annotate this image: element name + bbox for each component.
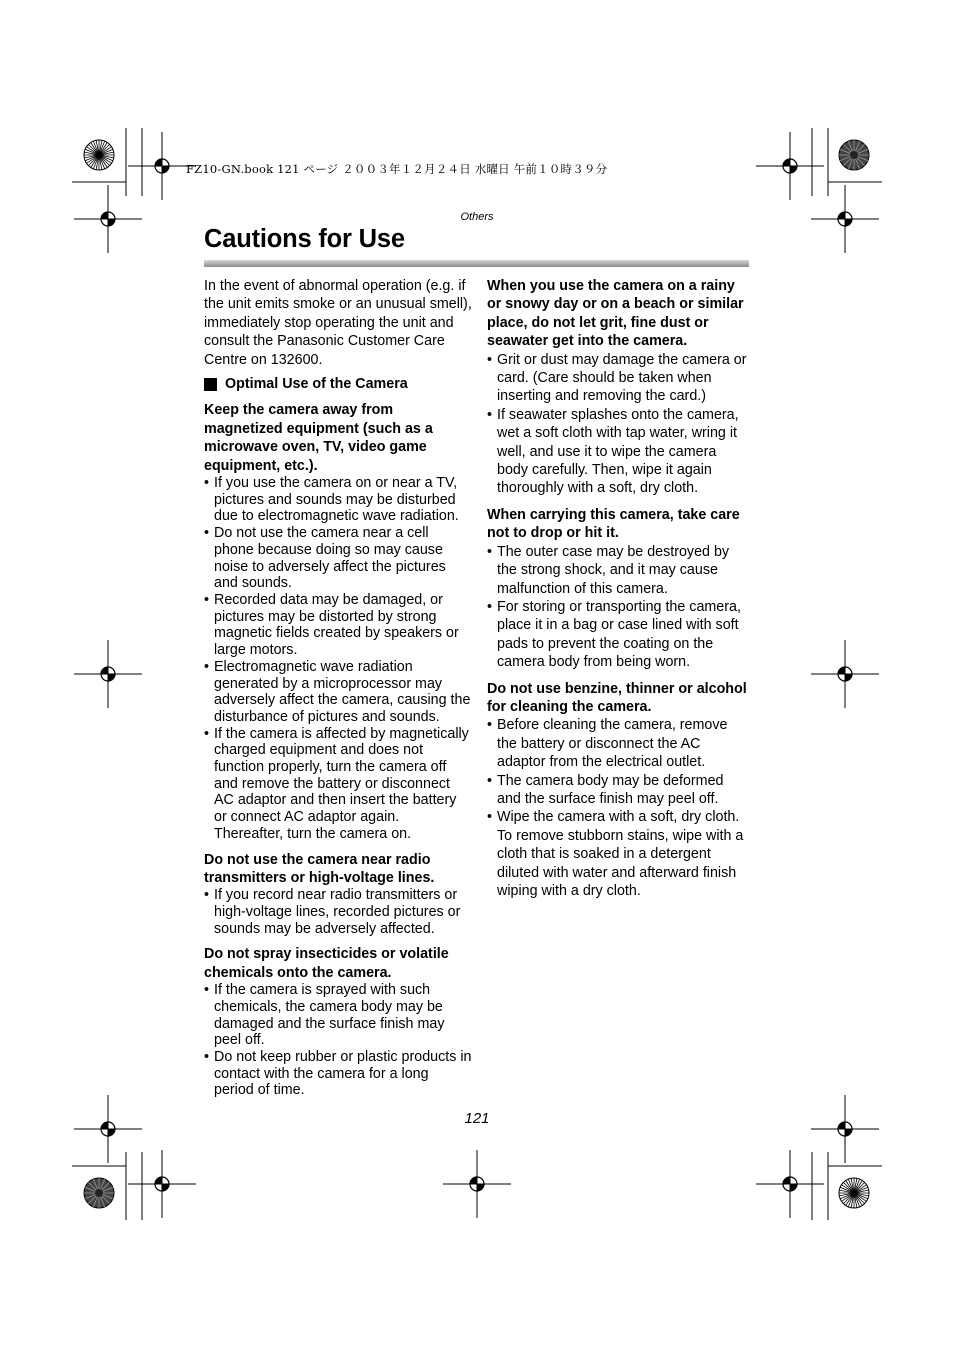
caution-item: • If you record near radio transmitters or high-voltage lines, recorded pictures or sounds may be adversely affected. — [204, 887, 472, 937]
caution-item: • Before cleaning the camera, remove the battery or disconnect the AC adaptor from the electrical outlet. — [487, 716, 749, 771]
print-header-line: FZ10-GN.book 121 ページ ２００３年１２月２４日 水曜日 午前１０時３９分 — [186, 162, 608, 176]
caution-heading: Do not use the camera near radio transmitters or high-voltage lines. — [204, 851, 435, 886]
left-column — [204, 277, 472, 1105]
left-sections — [204, 401, 472, 1099]
page-title: Cautions for Use — [204, 225, 405, 253]
title-rule — [204, 260, 749, 267]
caution-list — [204, 475, 472, 842]
caution-item: • Do not use the camera near a cell phone because doing so may cause noise to adversely affect the pictures and sounds. — [204, 525, 472, 592]
caution-heading: Keep the camera away from magnetized equipment (such as a microwave oven, TV, video game equipment, etc.). — [204, 402, 433, 474]
page-number: 121 — [464, 1110, 490, 1127]
caution-item: • Grit or dust may damage the camera or card. (Care should be taken when inserting and removing the card.) — [487, 351, 749, 406]
caution-heading: When you use the camera on a rainy or snowy day or on a beach or similar place, do not let grit, fine dust or seawater get into the camera. — [487, 278, 744, 350]
subheading-text: Optimal Use of the Camera — [225, 376, 408, 393]
caution-heading: When carrying this camera, take care not to drop or hit it. — [487, 506, 740, 542]
caution-list — [487, 351, 749, 498]
caution-item: • The outer case may be destroyed by the strong shock, and it may cause malfunction of this camera. — [487, 543, 749, 598]
caution-item: • If the camera is affected by magnetically charged equipment and does not function properly, turn the camera off and remove the battery or disconnect AC adaptor and then insert the battery or connect AC adaptor again. Thereafter, turn the camera on. — [204, 726, 472, 843]
caution-heading: Do not spray insecticides or volatile chemicals onto the camera. — [204, 946, 449, 981]
caution-item: • Recorded data may be damaged, or pictures may be distorted by strong magnetic fields created by speakers or large motors. — [204, 592, 472, 659]
right-column — [487, 277, 749, 906]
caution-item: • Electromagnetic wave radiation generated by a microprocessor may adversely affect the camera, causing the disturbance of pictures and sounds. — [204, 659, 472, 726]
caution-item: • If you use the camera on or near a TV, pictures and sounds may be disturbed due to electromagnetic wave radiation. — [204, 475, 472, 525]
section-tag: Others — [460, 211, 494, 223]
caution-item: • Do not keep rubber or plastic products in contact with the camera for a long period of time. — [204, 1049, 472, 1099]
caution-heading: Do not use benzine, thinner or alcohol for cleaning the camera. — [487, 680, 747, 715]
intro-paragraph: In the event of abnormal operation (e.g. if the unit emits smoke or an unusual smell), immediately stop operating the unit and consult the Panasonic Customer Care Centre on 132600. — [204, 278, 472, 368]
subheading — [204, 375, 472, 393]
caution-item: • The camera body may be deformed and the surface finish may peel off. — [487, 772, 749, 809]
caution-item: • If the camera is sprayed with such chemicals, the camera body may be damaged and the surface finish may peel off. — [204, 982, 472, 1049]
caution-list — [204, 982, 472, 1099]
caution-item: • Wipe the camera with a soft, dry cloth. To remove stubborn stains, wipe with a cloth that is soaked in a detergent diluted with water and afterward finish wiping with a dry cloth. — [487, 808, 749, 900]
black-square-icon — [204, 378, 217, 391]
right-sections — [487, 277, 749, 900]
caution-list — [487, 543, 749, 672]
caution-item: • If seawater splashes onto the camera, wet a soft cloth with tap water, wring it well, and use it to wipe the camera body carefully. Then, wipe it again thoroughly with a soft, dry cloth. — [487, 406, 749, 498]
caution-list — [204, 887, 472, 937]
caution-item: • For storing or transporting the camera, place it in a bag or case lined with soft pads to prevent the coating on the camera body from being worn. — [487, 598, 749, 672]
caution-list — [487, 716, 749, 900]
